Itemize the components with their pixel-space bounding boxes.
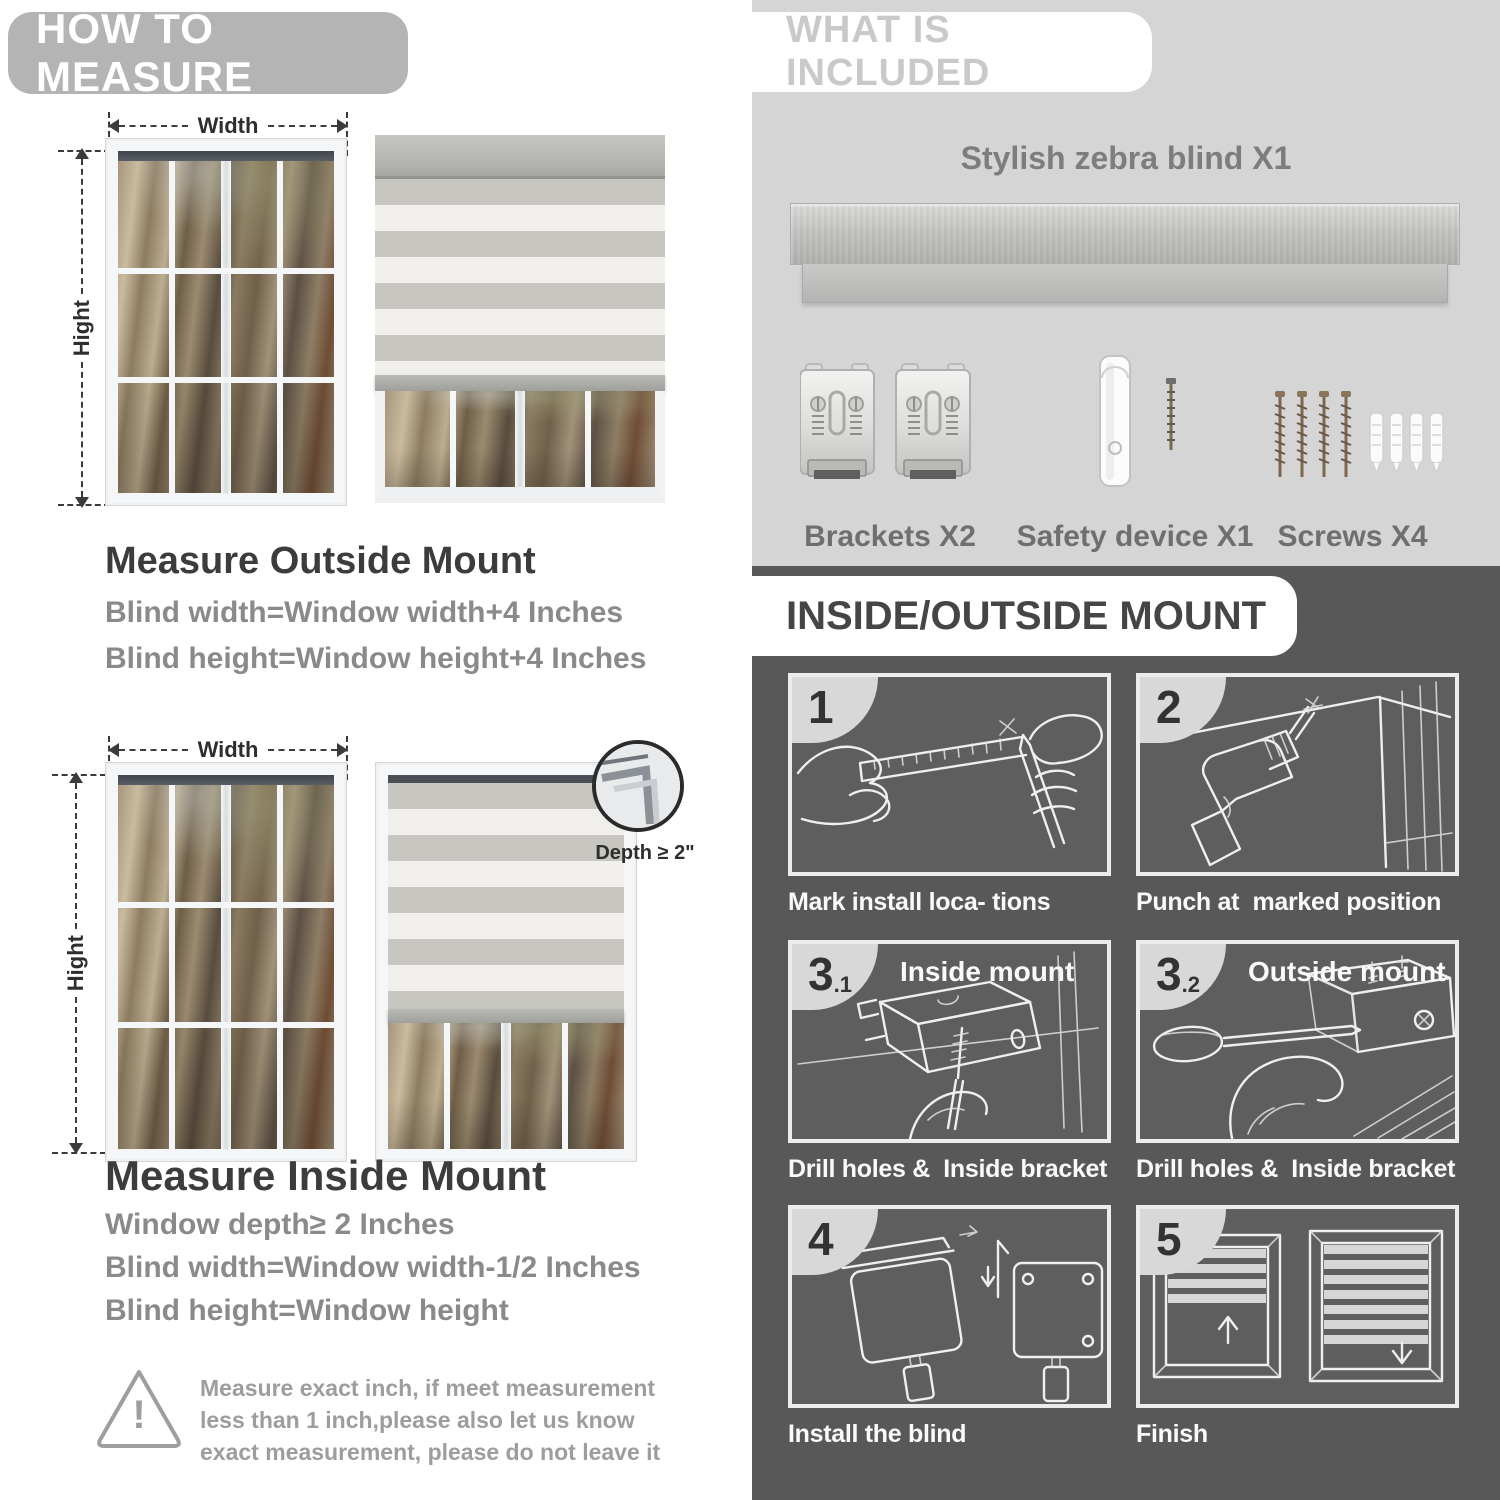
- inside-outside-mount-header: [752, 576, 1297, 656]
- brackets-icon: [800, 360, 980, 515]
- inside-mount-line2: Blind width=Window width-1/2 Inches: [105, 1251, 641, 1284]
- step-4-caption: Install the blind: [788, 1420, 967, 1448]
- width-label: Width: [197, 113, 259, 138]
- inside-mount-title: Measure Inside Mount: [105, 1152, 547, 1199]
- warning-triangle-icon: [95, 1366, 183, 1450]
- outside-mount-line1: Blind width=Window width+4 Inches: [105, 596, 624, 629]
- step-number-badge: 4: [792, 1209, 878, 1275]
- width-arrow-outside: [108, 113, 348, 138]
- height-arrow-outside: [69, 148, 94, 508]
- blind-stripes: [375, 179, 665, 375]
- zebra-blind-inside-illustration: [375, 762, 637, 1162]
- window-corner-detail-icon: [596, 744, 680, 828]
- step-5-caption: Finish: [1136, 1420, 1208, 1448]
- step-3-1-caption: Drill holes & Inside bracket: [788, 1155, 1108, 1183]
- warning-exclamation: !: [132, 1392, 146, 1437]
- step-3-2-panel: 3 .2 Outside mount: [1136, 940, 1459, 1143]
- arrow-down-icon: [75, 497, 89, 508]
- zebra-blind-outside-illustration: [375, 135, 665, 503]
- outside-mount-line2: Blind height=Window height+4 Inches: [105, 642, 647, 675]
- window-panes: [118, 161, 334, 493]
- depth-detail-magnifier: [592, 740, 684, 832]
- brackets-label: Brackets X2: [804, 520, 976, 553]
- what-is-included-title: WHAT IS INCLUDED: [786, 9, 991, 94]
- inside-mount-line1: Window depth≥ 2 Inches: [105, 1208, 455, 1241]
- depth-label: Depth ≥ 2": [595, 842, 695, 864]
- step-2-panel: [1136, 673, 1459, 876]
- window-photo-outside: [105, 138, 347, 506]
- step-5-panel: [1136, 1205, 1459, 1408]
- step-2: [1136, 673, 1481, 917]
- safety-device-icon: [1040, 350, 1230, 515]
- step-4: [788, 1205, 1133, 1449]
- blind-stripes: [388, 783, 624, 1009]
- window-below-blind: [375, 391, 665, 503]
- blind-cassette: [375, 135, 665, 179]
- step-1-panel: [788, 673, 1111, 876]
- step-3-2: [1136, 940, 1481, 1184]
- outside-mount-title: Measure Outside Mount: [105, 540, 536, 582]
- inside-mount-line3: Blind height=Window height: [105, 1294, 509, 1327]
- step-number-badge: 2: [1140, 677, 1226, 743]
- safety-device-label: Safety device X1: [1016, 520, 1254, 553]
- product-label: Stylish zebra blind X1: [960, 140, 1292, 176]
- step-4-panel: [788, 1205, 1111, 1408]
- zebra-blind-valance: [802, 264, 1448, 303]
- zebra-blind-product-bar: [790, 203, 1460, 265]
- step-number-badge: 1: [792, 677, 878, 743]
- how-to-measure-header: [8, 5, 408, 100]
- window-photo-inside: [105, 762, 347, 1162]
- window-panes: [118, 785, 334, 1149]
- how-to-measure-title: HOW TO MEASURE: [36, 5, 254, 100]
- step-3-2-caption: Drill holes & Inside bracket: [1136, 1155, 1456, 1183]
- width-arrow-inside: [108, 737, 348, 762]
- blind-track: [388, 775, 624, 783]
- window-below-blind: [388, 1023, 624, 1149]
- width-label: Width: [197, 737, 259, 762]
- height-label: Hight: [69, 299, 94, 357]
- step-3-1: [788, 940, 1133, 1184]
- window-track: [118, 775, 334, 785]
- window-track: [118, 151, 334, 161]
- inside-outside-mount-title: INSIDE/OUTSIDE MOUNT: [786, 593, 1267, 638]
- blind-bottom-rail: [388, 1009, 624, 1023]
- blind-bottom-rail: [375, 375, 665, 391]
- step-2-caption: Punch at marked position: [1136, 888, 1442, 916]
- warning-text: Measure exact inch, if meet measurement less than 1 inch,please also let us know exact measurement, please do not leave it: [200, 1375, 661, 1466]
- step-1-caption: Mark install loca- tions: [788, 888, 1051, 916]
- step-1: [788, 673, 1133, 917]
- screws-label: Screws X4: [1277, 520, 1428, 553]
- height-arrow-inside: [63, 772, 88, 1154]
- screws-icon: [1270, 385, 1450, 500]
- step-5: [1136, 1205, 1481, 1449]
- height-label: Hight: [63, 934, 88, 992]
- step-number-badge: 5: [1140, 1209, 1226, 1275]
- step-3-1-panel: 3 .1 Inside mount: [788, 940, 1111, 1143]
- step-number-badge: 3 .2: [1140, 944, 1226, 1010]
- what-is-included-header: [752, 9, 1152, 94]
- step-number-badge: 3 .1: [792, 944, 878, 1010]
